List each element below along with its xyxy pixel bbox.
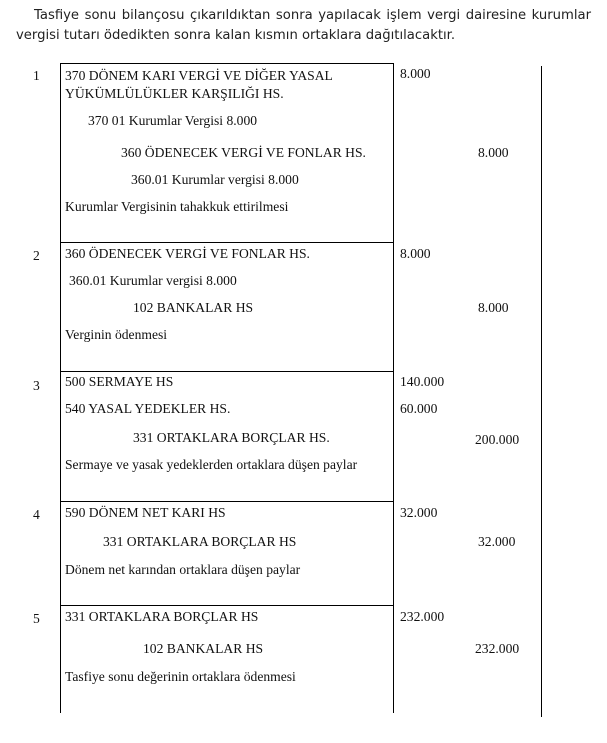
entry-3-credit: 200.000 xyxy=(475,432,520,447)
entry-2-number: 2 xyxy=(33,248,40,263)
entry-4-credit: 32.000 xyxy=(478,534,516,549)
entry-1-top-rule xyxy=(60,63,393,64)
entry-1-line-3: 370 01 Kurumlar Vergisi 8.000 xyxy=(88,113,258,128)
entry-5-description: Tasfiye sonu değerinin ortaklara ödenmesi xyxy=(65,669,296,684)
entry-2-line-3: 102 BANKALAR HS xyxy=(133,300,254,315)
entry-5-debit: 232.000 xyxy=(400,609,445,624)
entry-4-description: Dönem net karından ortaklara düşen paylar xyxy=(65,562,301,577)
entry-2-top-rule xyxy=(60,242,393,243)
entry-1-credit: 8.000 xyxy=(478,145,509,160)
entry-4-line-1: 590 DÖNEM NET KARI HS xyxy=(65,505,226,520)
entry-2-credit: 8.000 xyxy=(478,300,509,315)
entry-1-debit: 8.000 xyxy=(400,66,431,81)
entry-4-debit: 32.000 xyxy=(400,505,438,520)
entry-3-description: Sermaye ve yasak yedeklerden ortaklara düşen paylar xyxy=(65,457,358,472)
entry-4-number: 4 xyxy=(33,507,40,522)
entry-3-debit-2: 60.000 xyxy=(400,401,438,416)
entry-1-line-5: 360.01 Kurumlar vergisi 8.000 xyxy=(131,172,299,187)
entry-2-description: Verginin ödenmesi xyxy=(65,327,168,342)
account-column-right-rule xyxy=(393,63,394,713)
entry-1-line-2: YÜKÜMLÜLÜKLER KARŞILIĞI HS. xyxy=(65,86,284,101)
entry-1-description: Kurumlar Vergisinin tahakkuk ettirilmesi xyxy=(65,199,289,214)
entry-1-line-1: 370 DÖNEM KARI VERGİ VE DİĞER YASAL xyxy=(65,68,333,83)
entry-4-top-rule xyxy=(60,501,393,502)
entry-5-number: 5 xyxy=(33,611,40,626)
entry-5-line-2: 102 BANKALAR HS xyxy=(143,641,264,656)
entry-3-line-1: 500 SERMAYE HS xyxy=(65,374,174,389)
entry-5-line-1: 331 ORTAKLARA BORÇLAR HS xyxy=(65,609,259,624)
left-rule xyxy=(60,63,61,713)
entry-4-line-2: 331 ORTAKLARA BORÇLAR HS xyxy=(103,534,297,549)
entry-5-credit: 232.000 xyxy=(475,641,520,656)
entry-3-number: 3 xyxy=(33,378,40,393)
entry-3-line-3: 331 ORTAKLARA BORÇLAR HS. xyxy=(133,430,330,445)
right-rule xyxy=(541,66,542,717)
entry-1-line-4: 360 ÖDENECEK VERGİ VE FONLAR HS. xyxy=(121,145,366,160)
entry-2-line-1: 360 ÖDENECEK VERGİ VE FONLAR HS. xyxy=(65,246,310,261)
entry-3-top-rule xyxy=(60,371,393,372)
entry-1-number: 1 xyxy=(33,68,40,83)
intro-paragraph: Tasfiye sonu bilançosu çıkarıldıktan sonra yapılacak işlem vergi dairesine kurumlar vergisi tutarı ödedikten sonra kalan kısmın ortaklara dağıtılacaktır. xyxy=(16,8,591,43)
entry-5-top-rule xyxy=(60,605,393,606)
entry-2-debit: 8.000 xyxy=(400,246,431,261)
entry-2-line-2: 360.01 Kurumlar vergisi 8.000 xyxy=(69,273,237,288)
entry-3-line-2: 540 YASAL YEDEKLER HS. xyxy=(65,401,231,416)
entry-3-debit: 140.000 xyxy=(400,374,445,389)
